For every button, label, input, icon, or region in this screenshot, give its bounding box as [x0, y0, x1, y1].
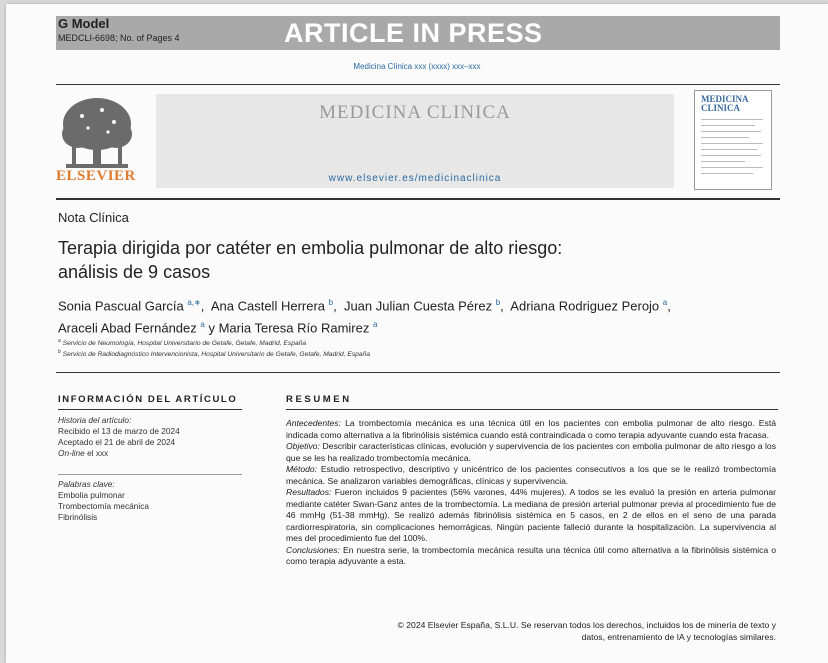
- article-page: [6, 4, 828, 663]
- abstract-conclusions: [286, 545, 776, 568]
- author-name[interactable]: Maria Teresa Río Ramirez: [218, 320, 370, 336]
- journal-url[interactable]: www.elsevier.es/medicinaclinica: [328, 173, 502, 184]
- accepted-date: Aceptado el 21 de abril de 2024: [58, 437, 176, 447]
- abstract-text: La trombectomía mecánica es una técnica útil en los pacientes con embolia pulmonar de alto riesgo. Está indicada como alternativa a la fibrinólisis sistémica cuando está contraindicada o como terapia adyuvante cuando esta fracasa.: [286, 418, 776, 440]
- abstract-label: Método:: [286, 464, 318, 474]
- article-title-line-2: análisis de 9 casos: [58, 262, 211, 282]
- author-name[interactable]: Araceli Abad Fernández: [58, 320, 197, 336]
- affiliation-a: [58, 338, 306, 347]
- article-title: [58, 236, 698, 284]
- abstract-label: Conclusiones:: [286, 544, 340, 555]
- affiliation-b: [58, 349, 370, 358]
- article-title-line-1: Terapia dirigida por catéter en embolia pulmonar de alto riesgo:: [58, 238, 563, 258]
- affiliation-text: Servicio de Neumología, Hospital Universitario de Getafe, Getafe, Madrid, España: [62, 340, 307, 348]
- author-affiliation-mark[interactable]: a: [200, 320, 205, 330]
- abstract-objective: [286, 441, 776, 464]
- keyword-item[interactable]: Embolia pulmonar: [58, 490, 125, 500]
- journal-citation[interactable]: Medicina Clínica xxx (xxxx) xxx–xxx: [353, 62, 481, 71]
- author-affiliation-mark[interactable]: b: [328, 298, 334, 307]
- article-info-heading: INFORMACIÓN DEL ARTÍCULO: [58, 394, 238, 405]
- copyright-line-1: © 2024 Elsevier España, S.L.U. Se reservan todos los derechos, incluidos los de minería de texto y: [397, 620, 776, 630]
- masthead-divider: [56, 198, 780, 200]
- history-rule: [58, 474, 242, 475]
- affiliations-divider: [56, 372, 780, 373]
- online-value: el xxx: [87, 448, 109, 458]
- abstract-background: [286, 418, 776, 441]
- abstract-text: Fueron incluidos 9 pacientes (56% varones, 44% mujeres). A todos se les evaluó la presión en arteria pulmonar mediante catéter Swan-Ganz antes de la trombectomía. La mediana de presión arterial pulmonar previa al procedimiento fue de 46 mmHg (51-38 mmHg). Se realizó además fibrinólisis sistémica en 5 casos, en 2 de ellos en el seno de una parada cardiorrespiratoria, sin complicaciones hemorrágicas. Ningún paciente falleció durante la hospitalización. La supervivencia al mes del procedimiento fue del 100%.: [286, 487, 776, 543]
- abstract-label: Resultados:: [286, 487, 332, 497]
- online-label: On-line: [58, 448, 85, 458]
- keywords: [58, 479, 240, 523]
- author-name[interactable]: Juan Julian Cuesta Pérez: [343, 298, 493, 314]
- author-affiliation-mark[interactable]: b: [495, 298, 501, 307]
- abstract-results: [286, 487, 776, 545]
- affiliation-mark: a: [58, 338, 61, 344]
- affiliation-text: Servicio de Radiodiagnóstico Intervencionista, Hospital Universitario de Getafe, Getafe, Madrid, España: [62, 351, 371, 359]
- article-in-press-banner: ARTICLE IN PRESS: [284, 18, 543, 48]
- received-date: Recibido el 13 de marzo de 2024: [58, 426, 180, 436]
- affiliation-mark: b: [58, 349, 61, 355]
- author-name[interactable]: Sonia Pascual García: [58, 298, 184, 314]
- author-conjunction: y: [208, 320, 215, 336]
- author-affiliation-mark[interactable]: a,∗: [187, 298, 201, 307]
- author-list: Sonia Pascual García $^{a,∗}$, Ana Castell Herrera $^b$, Juan Julian Cuesta Pérez $^b$, Adriana Rodriguez Perojo $^a$, Araceli Abad Fernández $^a$ y Maria Teresa Río Ramirez $^a$: [58, 298, 671, 336]
- author-affiliation-mark[interactable]: a: [662, 298, 668, 307]
- info-heading-rule: [58, 409, 242, 410]
- online-date: [58, 448, 240, 459]
- author-name[interactable]: Adriana Rodriguez Perojo: [510, 298, 660, 314]
- abstract-label: Objetivo:: [286, 441, 320, 451]
- history-label: Historia del artículo:: [58, 415, 132, 425]
- copyright-notice: [286, 620, 776, 643]
- abstract-label: Antecedentes:: [286, 418, 341, 428]
- journal-name: MEDICINA CLINICA: [319, 102, 511, 123]
- abstract-text: Estudio retrospectivo, descriptivo y unicéntrico de los pacientes consecutivos a los que se le realizó trombectomía mecánica. Se analizaron variables demográficas, clínicas y supervivencia.: [286, 464, 777, 486]
- author-affiliation-mark[interactable]: a: [372, 320, 378, 330]
- keyword-item[interactable]: Fibrinólisis: [58, 512, 98, 522]
- abstract-text: Describir características clínicas, evolución y supervivencia de los pacientes con embolia pulmonar de alto riesgo a los que se les ha realizado trombectomía mecánica.: [286, 441, 777, 463]
- abstract-text: En nuestra serie, la trombectomía mecánica resulta una técnica útil como alternativa a la fibrinólisis sistémica o como terapia adyuvante a esta.: [286, 544, 777, 566]
- abstract-method: [286, 464, 776, 487]
- keywords-label: Palabras clave:: [58, 479, 115, 489]
- elsevier-wordmark: ELSEVIER: [56, 168, 136, 184]
- g-model-label: G Model: [58, 16, 110, 31]
- abstract-heading: RESUMEN: [286, 394, 352, 405]
- header-divider: [56, 84, 780, 85]
- manuscript-reference: MEDCLI-6698; No. of Pages 4: [58, 33, 180, 43]
- copyright-line-2: datos, entrenamiento de IA y tecnologías similares.: [581, 631, 776, 642]
- article-section-type: Nota Clínica: [58, 210, 129, 225]
- cover-journal-name: MEDICINA CLINICA: [701, 94, 749, 113]
- abstract-heading-rule: [286, 409, 778, 410]
- journal-cover-thumbnail: [694, 90, 772, 190]
- keyword-item[interactable]: Trombectomía mecánica: [58, 501, 149, 511]
- author-name[interactable]: Ana Castell Herrera: [210, 298, 326, 314]
- article-history: [58, 415, 240, 459]
- abstract-body: [286, 418, 776, 568]
